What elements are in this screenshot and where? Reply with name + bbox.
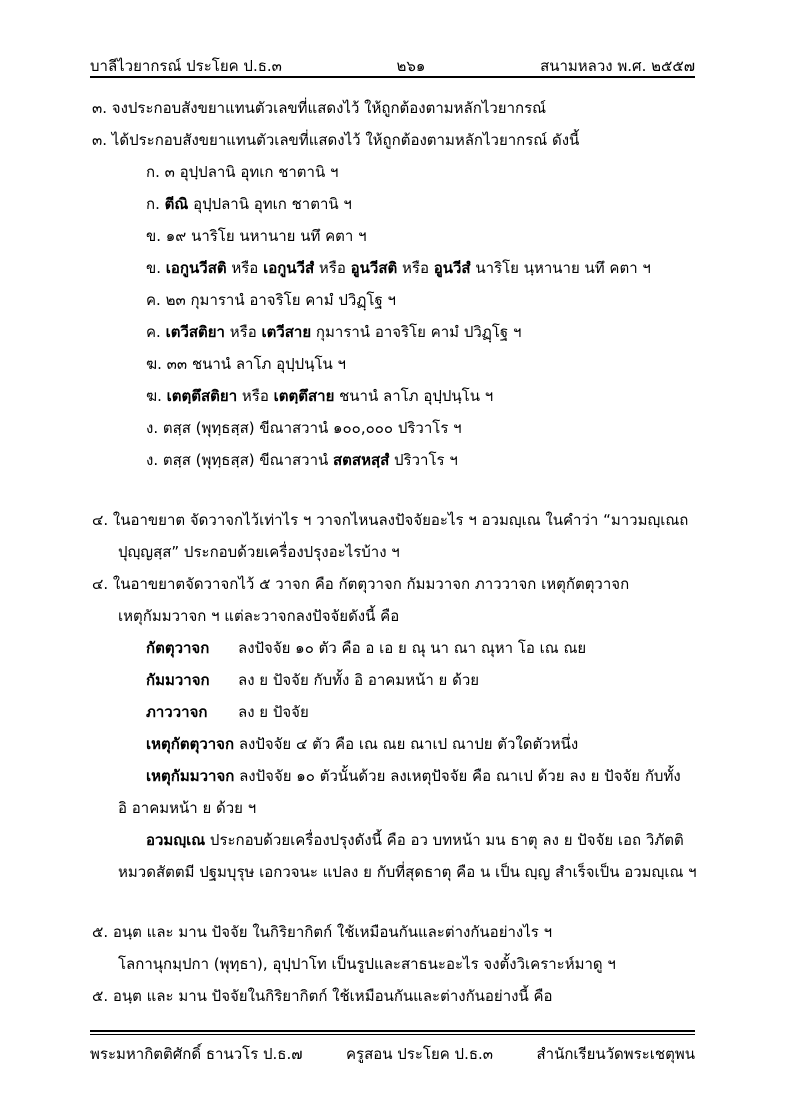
footer-left: พระมหากิตติศักดิ์ ธานวโร ป.ธ.๗ xyxy=(90,1045,303,1063)
question-4-line-1: ๔. ในอาขยาต จัดวาจกไว้เท่าไร ฯ วาจกไหนลงปัจจัยอะไร ฯ อวมญฺเณ ในคำว่า “มาวมญฺเณถ xyxy=(92,511,689,529)
bhava-vacaka: ภาววาจก ลง ย ปัจจัย xyxy=(146,703,309,721)
hetukamma-vacaka-cont: อิ อาคมหน้า ย ด้วย ฯ xyxy=(118,799,257,817)
footer-right: สำนักเรียนวัดพระเชตุพน xyxy=(536,1045,695,1063)
question-4-line-2: ปุญฺญสฺส” ประกอบด้วยเครื่องปรุงอะไรบ้าง ฯ xyxy=(118,543,400,561)
example-ka-1: ก. ๓ อุปฺปลานิ อุทเก ชาตานิ ฯ xyxy=(146,163,339,181)
avamanne-analysis: อวมญฺเณ ประกอบด้วยเครื่องปรุงดังนี้ คือ อว บทหน้า มน ธาตุ ลง ย ปัจจัย เอถ วิภัตติ xyxy=(146,831,684,849)
example-ngo-2: ง. ตสฺส (พุทฺธสฺส) ขีณาสวานํ สตสหสฺสํ ปริวาโร ฯ xyxy=(146,451,458,469)
header-left: บาลีไวยากรณ์ ประโยค ป.ธ.๓ xyxy=(90,57,282,75)
example-gho-2: ฆ. เตตฺตึสติยา หรือ เตตฺตึสาย ชนานํ ลาโภ อุปฺปนฺโน ฯ xyxy=(146,387,494,405)
example-ka-2: ก. ตีณิ อุปฺปลานิ อุทเก ชาตานิ ฯ xyxy=(146,195,352,213)
header-page-number: ๒๖๑ xyxy=(396,57,426,75)
footer-center: ครูสอน ประโยค ป.ธ.๓ xyxy=(345,1045,494,1063)
header-right: สนามหลวง พ.ศ. ๒๕๕๗ xyxy=(540,57,695,75)
kamma-vacaka: กัมมวาจก ลง ย ปัจจัย กับทั้ง อิ อาคมหน้า ย ด้วย xyxy=(146,671,480,689)
example-kha-1: ข. ๑๙ นาริโย นหานาย นทึ คตา ฯ xyxy=(146,227,367,245)
example-gho-1: ฆ. ๓๓ ชนานํ ลาโภ อุปฺปนฺโน ฯ xyxy=(146,355,346,373)
page-footer xyxy=(90,1042,695,1066)
answer-4-line-2: เหตุกัมมวาจก ฯ แต่ละวาจกลงปัจจัยดังนี้ คือ xyxy=(118,607,400,625)
avamanne-analysis-cont: หมวดสัตตมี ปฐมบุรุษ เอกวจนะ แปลง ย กับที่สุดธาตุ คือ น เป็น ญฺญ สำเร็จเป็น อวมญฺเณ ฯ xyxy=(118,863,697,881)
question-5-line-2: โลกานุกมฺปกา (พุทฺธา), อุปฺปาโท เป็นรูปและสาธนะอะไร จงตั้งวิเคราะห์มาดู ฯ xyxy=(118,955,616,973)
header-rule xyxy=(90,76,695,78)
answer-4-line-1: ๔. ในอาขยาตจัดวาจกไว้ ๕ วาจก คือ กัตตุวาจก กัมมวาจก ภาววาจก เหตุกัตตุวาจก xyxy=(92,575,630,593)
example-kho-1: ค. ๒๓ กุมารานํ อาจริโย คามํ ปวิฏฺโฐ ฯ xyxy=(146,291,396,309)
example-kho-2: ค. เตวีสติยา หรือ เตวีสาย กุมารานํ อาจริโย คามํ ปวิฏฺโฐ ฯ xyxy=(146,323,522,341)
question-5-line-1: ๕. อนฺต และ มาน ปัจจัย ในกิริยากิตก์ ใช้เหมือนกันและต่างกันอย่างไร ฯ xyxy=(92,923,553,941)
example-ngo-1: ง. ตสฺส (พุทฺธสฺส) ขีณาสวานํ ๑๐๐,๐๐๐ ปริวาโร ฯ xyxy=(146,419,462,437)
footer-rule xyxy=(90,1030,695,1032)
example-kha-2: ข. เอกูนวีสติ หรือ เอกูนวีสํ หรือ อูนวีสติ หรือ อูนวีสํ นาริโย นฺหานาย นทึ คตา ฯ xyxy=(146,259,651,277)
answer-3: ๓. ได้ประกอบสังขยาแทนตัวเลขที่แสดงไว้ ให้ถูกต้องตามหลักไวยากรณ์ ดังนี้ xyxy=(92,131,580,149)
hetukattu-vacaka: เหตุกัตตุวาจก ลงปัจจัย ๔ ตัว คือ เณ ณย ณาเป ณาปย ตัวใดตัวหนึ่ง xyxy=(146,735,579,753)
kattu-vacaka: กัตตุวาจก ลงปัจจัย ๑๐ ตัว คือ อ เอ ย ณุ นา ณา ณุหา โอ เณ ณย xyxy=(146,639,587,657)
answer-5: ๕. อนฺต และ มาน ปัจจัยในกิริยากิตก์ ใช้เหมือนกันและต่างกันอย่างนี้ คือ xyxy=(92,987,553,1005)
footer-rule-thin xyxy=(90,1034,695,1035)
hetukamma-vacaka: เหตุกัมมวาจก ลงปัจจัย ๑๐ ตัวนั้นด้วย ลงเหตุปัจจัย คือ ณาเป ด้วย ลง ย ปัจจัย กับทั้ง xyxy=(146,767,681,785)
question-3: ๓. จงประกอบสังขยาแทนตัวเลขที่แสดงไว้ ให้ถูกต้องตามหลักไวยากรณ์ xyxy=(92,99,547,117)
page-header xyxy=(90,54,695,78)
